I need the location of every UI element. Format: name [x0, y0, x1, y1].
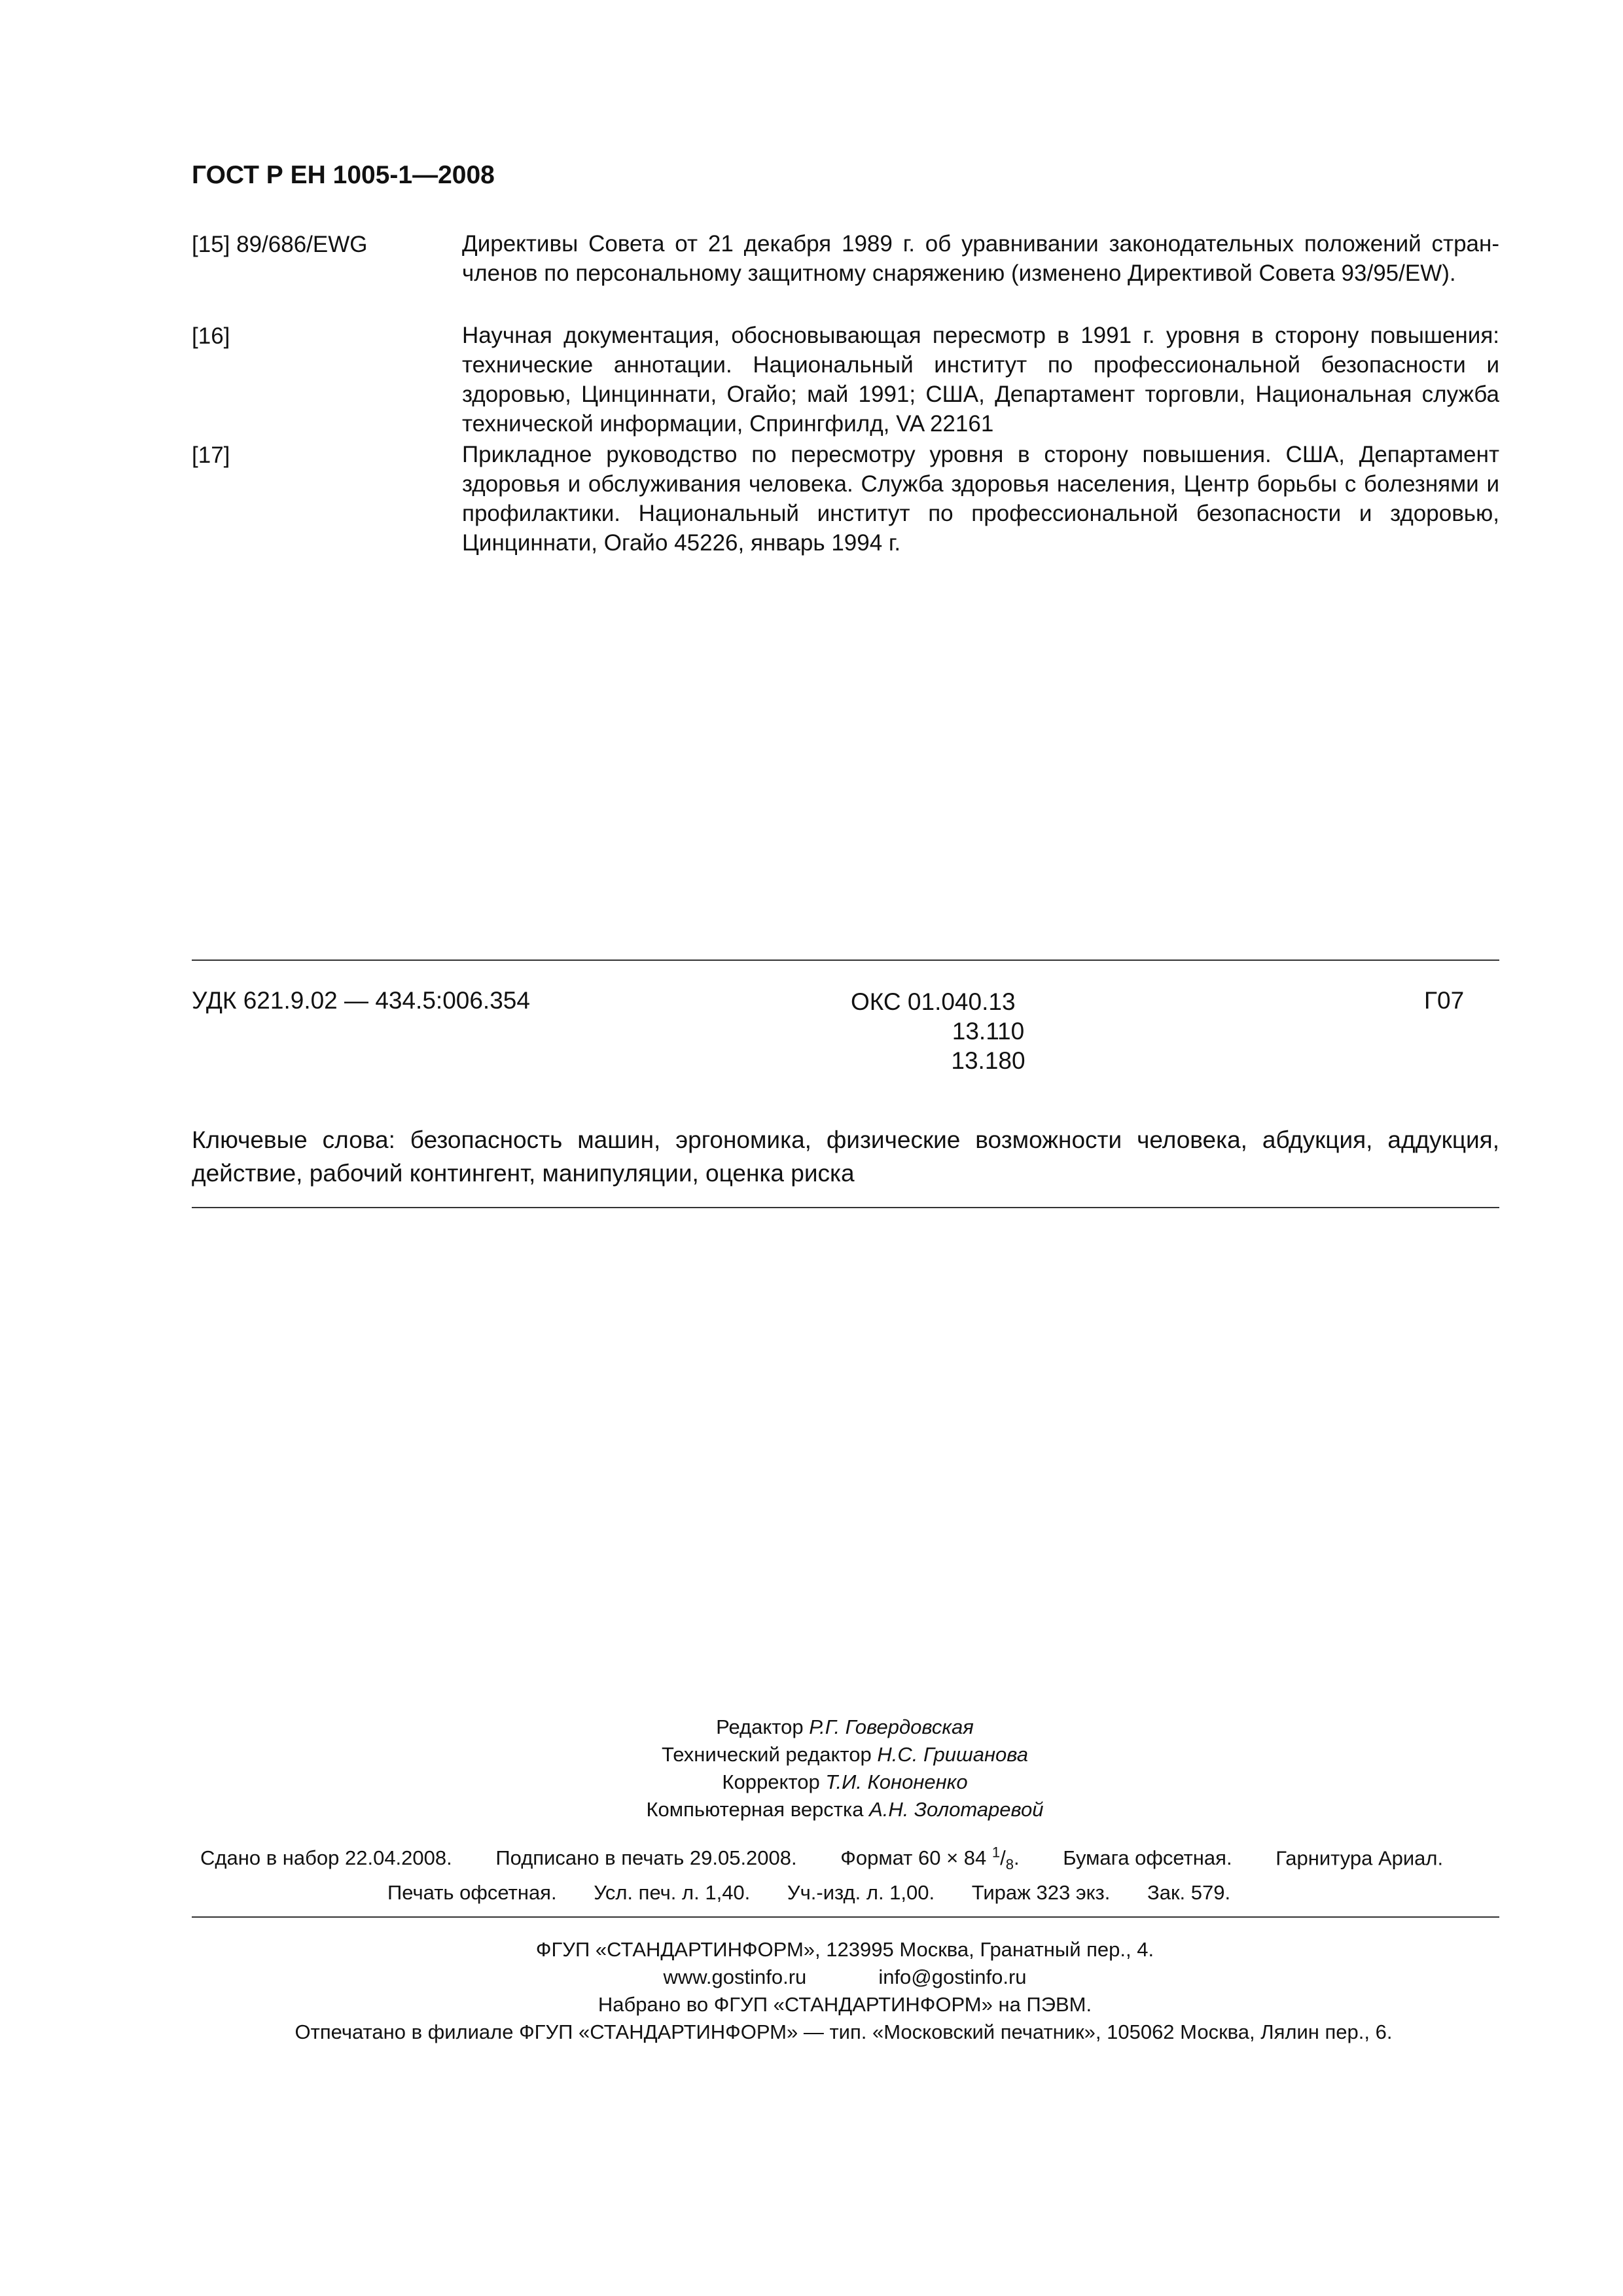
credit-name: Н.С. Гришанова — [877, 1743, 1028, 1766]
imprint-submitted: Сдано в набор 22.04.2008. — [200, 1846, 452, 1870]
imprint-paper: Бумага офсетная. — [1063, 1846, 1232, 1870]
publisher-info — [0, 1936, 1623, 2018]
credit-role: Редактор — [716, 1715, 804, 1738]
credit-line — [0, 1768, 1623, 1796]
publisher-email: info@gostinfo.ru — [878, 1965, 1027, 1988]
imprint-uch-izd: Уч.-изд. л. 1,00. — [787, 1881, 935, 1904]
divider-line — [192, 1916, 1499, 1918]
imprint-usl-pech: Усл. печ. л. 1,40. — [594, 1881, 751, 1904]
reference-text: Директивы Совета от 21 декабря 1989 г. об уравнивании законодательных положений стран-членов по персональному защитному снаряжению (изменено Директивой Совета 93/95/EW). — [462, 231, 1499, 286]
publisher-typeset: Набрано во ФГУП «СТАНДАРТИНФОРМ» на ПЭВМ. — [597, 1993, 1092, 2016]
publisher-website: www.gostinfo.ru — [663, 1965, 807, 1988]
credit-name: Р.Г. Говердовская — [809, 1715, 974, 1738]
publisher-address: ФГУП «СТАНДАРТИНФОРМ», 123995 Москва, Гранатный пер., 4. — [535, 1938, 1154, 1961]
oks-codes — [838, 987, 1139, 1075]
credit-name: Т.И. Кононенко — [825, 1770, 968, 1793]
credit-line — [0, 1713, 1623, 1741]
reference-text: Прикладное руководство по пересмотру уровня в сторону повышения. США, Департамент здоровья и обслуживания человека. Служба здоровья населения, Центр борьбы с болезнями и профилактики. Национальный институт по профессиональной безопасности и здоровью, Цинциннати, Огайо 45226, январь 1994 г. — [462, 442, 1499, 556]
divider-line — [192, 960, 1499, 961]
reference-number: [15] 89/686/EWG — [192, 232, 368, 257]
oks-code-line: 13.180 — [951, 1047, 1026, 1074]
document-code-header: ГОСТ Р ЕН 1005-1—2008 — [192, 161, 495, 189]
credit-line — [0, 1796, 1623, 1823]
group-code: Г07 — [1424, 987, 1465, 1014]
publisher-contacts — [0, 1964, 1623, 1991]
reference-number: [17] — [192, 442, 230, 468]
imprint-format: Формат 60 × 84 $^1/_8$. — [840, 1844, 1020, 1873]
imprint-font: Гарнитура Ариал. — [1275, 1846, 1444, 1870]
imprint-printing: Печать офсетная. — [387, 1881, 557, 1904]
oks-code-line: ОКС 01.040.13 — [851, 988, 1016, 1015]
credit-line — [0, 1741, 1623, 1768]
format-numerator: 1 — [991, 1844, 1001, 1861]
reference-number: [16] — [192, 323, 230, 349]
imprint-signed: Подписано в печать 29.05.2008. — [495, 1846, 797, 1870]
udk-code: УДК 621.9.02 — 434.5:006.354 — [192, 987, 530, 1014]
imprint-row — [200, 1844, 1443, 1874]
credit-role: Корректор — [722, 1770, 820, 1793]
imprint-tirazh: Тираж 323 экз. — [971, 1881, 1111, 1904]
publisher-printed: Отпечатано в филиале ФГУП «СТАНДАРТИНФОРМ» — тип. «Московский печатник», 105062 Москва, Лялин пер., 6. — [294, 2020, 1393, 2043]
divider-line — [192, 1207, 1499, 1208]
format-denominator: 8 — [1005, 1856, 1014, 1873]
format-size: Формат 60 × 84 — [840, 1846, 987, 1870]
imprint-order: Зак. 579. — [1147, 1881, 1231, 1904]
credit-role: Компьютерная верстка — [646, 1798, 864, 1821]
credit-name: А.Н. Золотаревой — [869, 1798, 1044, 1821]
reference-text: Научная документация, обосновывающая пересмотр в 1991 г. уровня в сторону повышения: технические аннотации. Национальный институт по профессиональной безопасности и здоровью, Цинциннати, Огайо; май 1991; США, Департамент торговли, Национальная служба технической информации, Спрингфилд, VA 22161 — [462, 323, 1499, 437]
keywords-text: Ключевые слова: безопасность машин, эргономика, физические возможности человека, абдукция, аддукция, действие, рабочий контингент, манипуляции, оценка риска — [192, 1126, 1499, 1187]
oks-code-line: 13.110 — [952, 1018, 1025, 1045]
credit-role: Технический редактор — [662, 1743, 872, 1766]
editorial-credits — [0, 1713, 1623, 1823]
imprint-row — [387, 1881, 1230, 1905]
